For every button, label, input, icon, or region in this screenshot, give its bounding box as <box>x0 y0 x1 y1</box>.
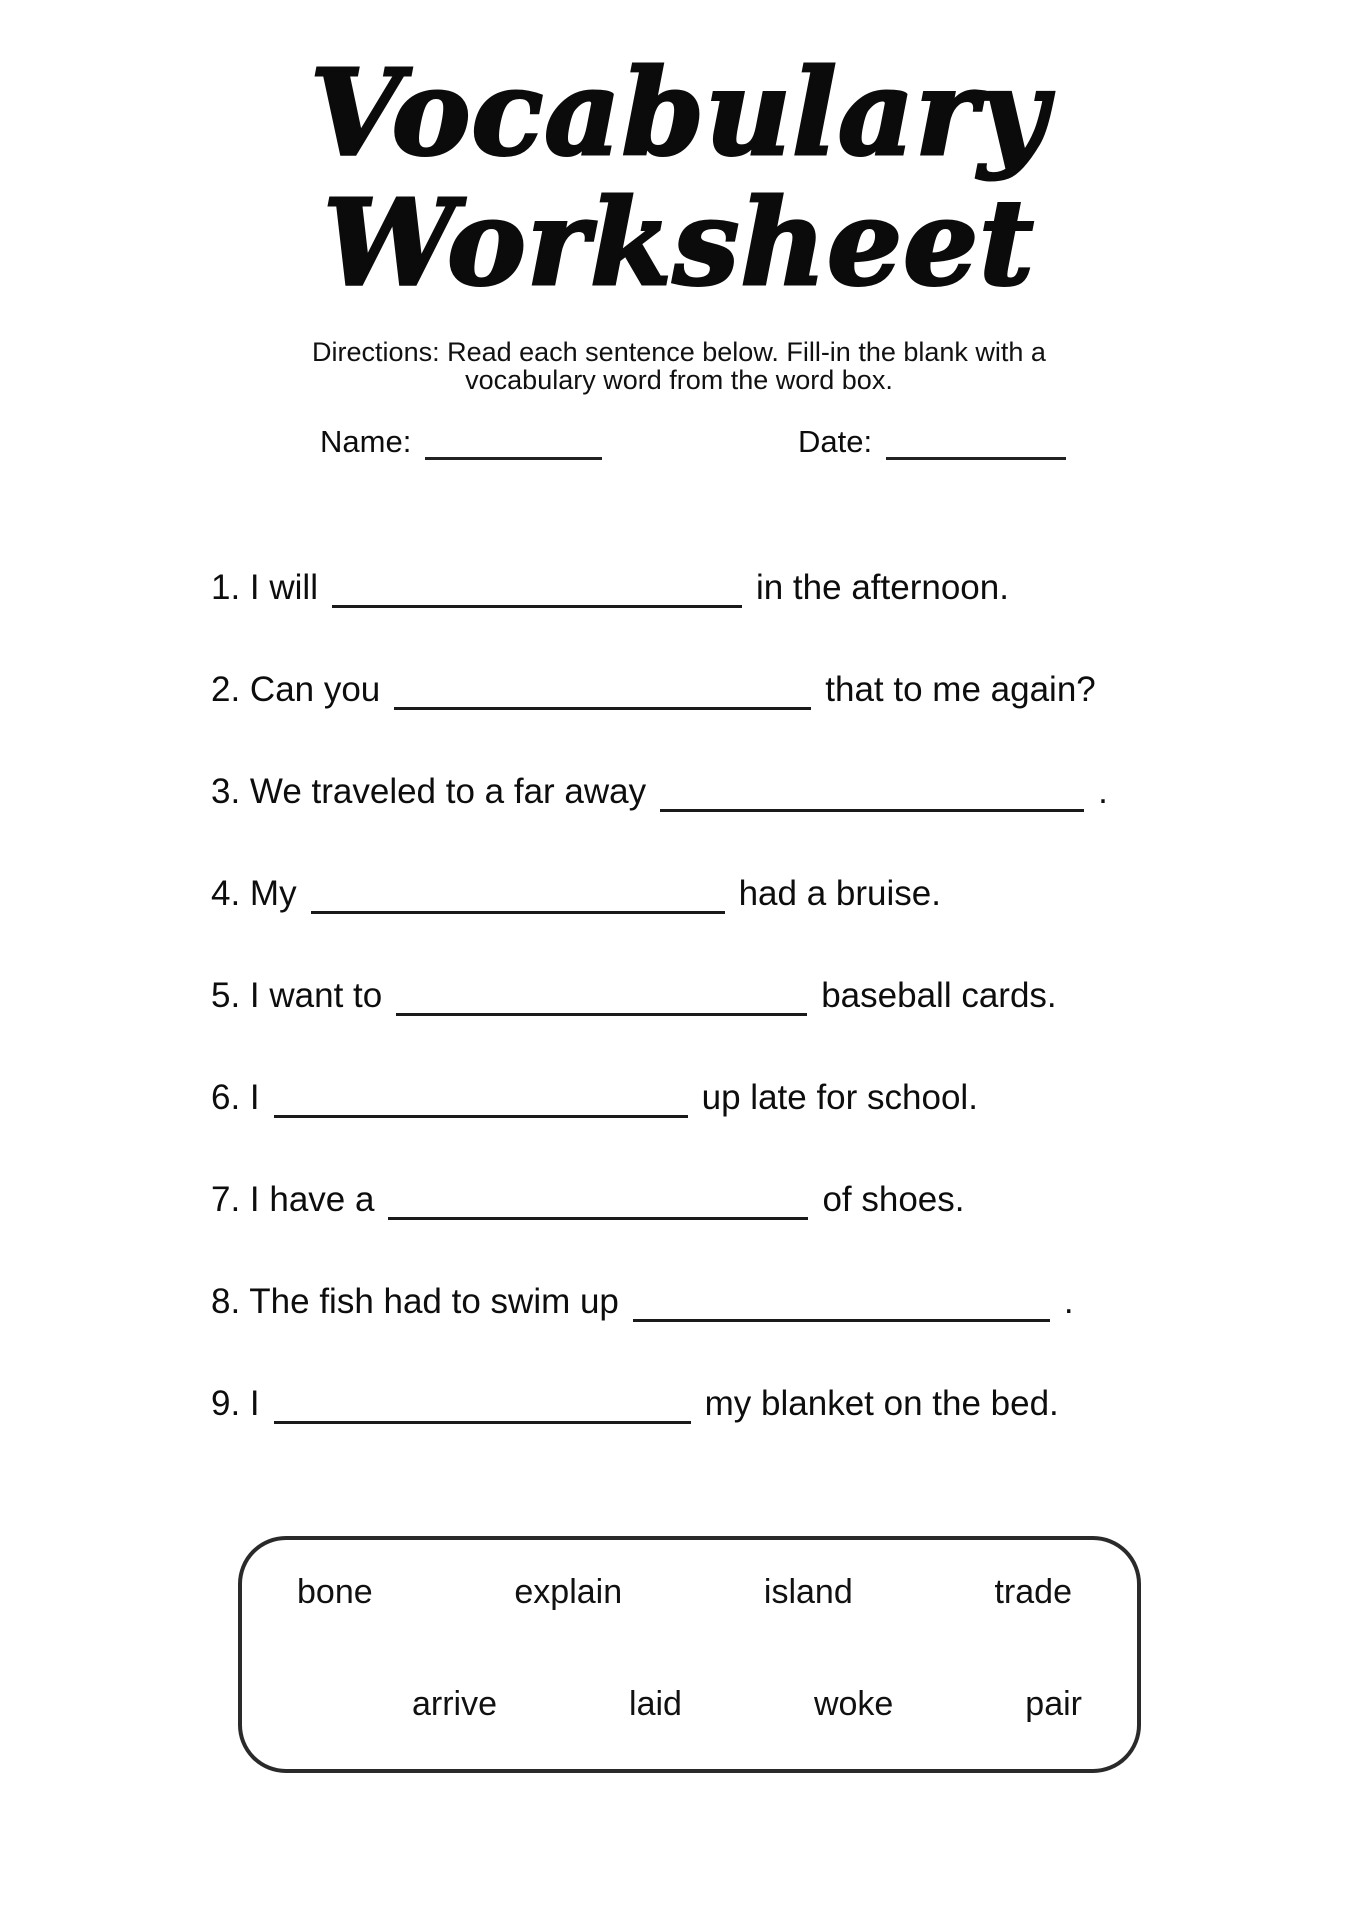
sentence-6-suffix: up late for school. <box>701 1078 978 1117</box>
sentence-row-4 <box>211 874 1318 926</box>
sentence-4-prefix: 4. My <box>211 874 297 913</box>
sentence-1-suffix: in the afternoon. <box>755 568 1009 607</box>
sentence-5-prefix: 5. I want to <box>211 976 383 1015</box>
sentence-7-prefix: 7. I have a <box>211 1180 375 1219</box>
name-field <box>320 424 602 460</box>
word-trade: trade <box>994 1572 1072 1611</box>
directions-line1: Directions: Read each sentence below. Fill-in the blank with a <box>312 337 1046 367</box>
page-title-line1: Vocabulary <box>309 43 1049 182</box>
name-input-line[interactable] <box>425 427 602 460</box>
sentence-8-prefix: 8. The fish had to swim up <box>211 1282 619 1321</box>
sentence-5-suffix: baseball cards. <box>821 976 1057 1015</box>
sentence-3-suffix: . <box>1098 772 1108 811</box>
sentence-row-9 <box>211 1384 1318 1436</box>
sentence-3-blank[interactable] <box>660 773 1084 812</box>
sentence-row-2 <box>211 670 1318 722</box>
sentence-2-blank[interactable] <box>394 671 811 710</box>
sentence-1-prefix: 1. I will <box>211 568 318 607</box>
directions-text <box>0 338 1358 394</box>
word-box-row-1 <box>242 1572 1137 1612</box>
sentence-row-7 <box>211 1180 1318 1232</box>
page-title-line2: Worksheet <box>323 172 1035 312</box>
sentence-1-blank[interactable] <box>332 569 742 608</box>
page-title <box>0 43 1358 312</box>
sentence-9-blank[interactable] <box>274 1385 691 1424</box>
word-arrive: arrive <box>412 1684 498 1723</box>
sentence-5-blank[interactable] <box>396 977 807 1016</box>
sentence-2-prefix: 2. Can you <box>211 670 381 709</box>
sentence-row-5 <box>211 976 1318 1028</box>
directions-line2: vocabulary word from the word box. <box>465 365 893 396</box>
sentence-2-suffix: that to me again? <box>825 670 1096 709</box>
word-laid: laid <box>629 1684 682 1723</box>
name-date-row <box>0 424 1358 472</box>
sentence-8-blank[interactable] <box>633 1283 1050 1322</box>
sentence-row-1 <box>211 568 1318 620</box>
sentence-row-6 <box>211 1078 1318 1130</box>
word-island: island <box>763 1572 853 1611</box>
sentence-row-8 <box>211 1282 1318 1334</box>
word-woke: woke <box>813 1684 894 1723</box>
sentence-4-suffix: had a bruise. <box>738 874 941 913</box>
word-pair: pair <box>1025 1684 1082 1723</box>
word-box-row-2 <box>242 1684 1137 1724</box>
word-box <box>238 1536 1141 1773</box>
sentence-4-blank[interactable] <box>311 875 725 914</box>
sentence-6-prefix: 6. I <box>211 1078 260 1117</box>
date-label: Date: <box>798 424 873 459</box>
date-input-line[interactable] <box>886 427 1066 460</box>
sentence-3-prefix: 3. We traveled to a far away <box>211 772 647 811</box>
name-label: Name: <box>320 424 412 459</box>
sentence-7-blank[interactable] <box>388 1181 808 1220</box>
sentence-8-suffix: . <box>1063 1282 1074 1321</box>
sentence-row-3 <box>211 772 1318 824</box>
sentence-9-suffix: my blanket on the bed. <box>704 1384 1059 1423</box>
sentence-6-blank[interactable] <box>274 1079 688 1118</box>
sentence-9-prefix: 9. I <box>211 1384 260 1423</box>
date-field <box>798 424 1066 460</box>
sentence-7-suffix: of shoes. <box>822 1180 965 1219</box>
word-explain: explain <box>514 1572 623 1611</box>
word-bone: bone <box>297 1572 373 1611</box>
